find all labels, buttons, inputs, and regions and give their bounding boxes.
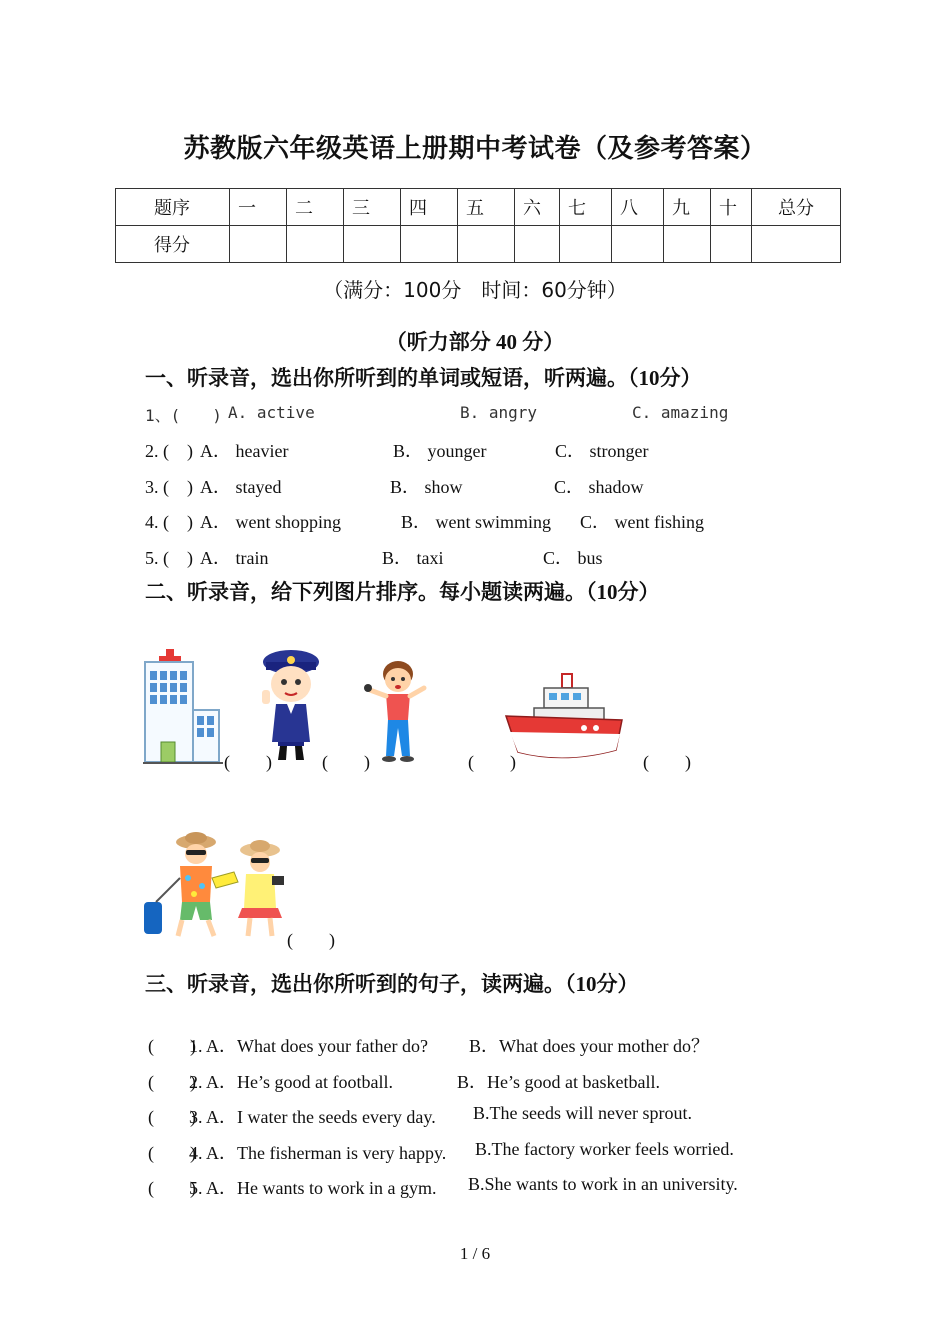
s3-q1-answer-blank[interactable]: ( ) bbox=[148, 1036, 196, 1056]
q5-number: 5. ( ) bbox=[145, 548, 193, 568]
exam-info: （满分：100分 时间：60分钟） bbox=[323, 278, 627, 302]
s3-q5-option-b[interactable]: B.She wants to work in an university. bbox=[468, 1174, 738, 1194]
section1-heading: 一、听录音，选出你所听到的单词或短语，听两遍。（10分） bbox=[145, 366, 702, 390]
score-cell: 十 bbox=[711, 189, 752, 226]
s3-q2-option-a[interactable]: 2. A．He’s good at football. bbox=[189, 1072, 393, 1092]
score-cell: 六 bbox=[515, 189, 560, 226]
score-input-cell[interactable] bbox=[612, 226, 664, 263]
score-cell-label: 题序 bbox=[116, 189, 230, 226]
score-input-cell[interactable] bbox=[515, 226, 560, 263]
tourists-picture bbox=[142, 832, 292, 942]
picture1-answer-blank[interactable]: ( ) bbox=[224, 752, 272, 772]
score-cell: 九 bbox=[664, 189, 711, 226]
s3-q2-option-b[interactable]: B．He’s good at basketball. bbox=[457, 1072, 660, 1092]
policewoman-picture bbox=[258, 646, 324, 764]
ship-picture bbox=[504, 670, 628, 764]
score-cell: 一 bbox=[230, 189, 287, 226]
q4-option-c[interactable]: C． went fishing bbox=[580, 512, 704, 532]
q2-number: 2. ( ) bbox=[145, 441, 193, 461]
picture4-answer-blank[interactable]: ( ) bbox=[643, 752, 691, 772]
score-table-header-row bbox=[116, 189, 841, 226]
q3-option-b[interactable]: B． show bbox=[390, 477, 463, 497]
s3-q2-answer-blank[interactable]: ( ) bbox=[148, 1072, 196, 1092]
q2-option-a[interactable]: A． heavier bbox=[200, 441, 289, 461]
score-cell-total: 总分 bbox=[752, 189, 841, 226]
q1-option-c[interactable]: C. amazing bbox=[632, 403, 729, 422]
q1-option-a[interactable]: A. active bbox=[228, 403, 315, 422]
q3-number: 3. ( ) bbox=[145, 477, 193, 497]
q5-option-b[interactable]: B． taxi bbox=[382, 548, 444, 568]
score-cell: 三 bbox=[344, 189, 401, 226]
score-input-cell[interactable] bbox=[458, 226, 515, 263]
score-table bbox=[115, 188, 841, 263]
score-input-cell[interactable] bbox=[711, 226, 752, 263]
s3-q4-option-a[interactable]: 4. A．The fisherman is very happy. bbox=[189, 1143, 447, 1163]
score-row-label: 得分 bbox=[116, 226, 230, 263]
q5-option-a[interactable]: A． train bbox=[200, 548, 269, 568]
s3-q4-option-b[interactable]: B.The factory worker feels worried. bbox=[475, 1139, 734, 1159]
hospital-picture bbox=[143, 646, 225, 766]
picture2-answer-blank[interactable]: ( ) bbox=[322, 752, 370, 772]
score-cell: 八 bbox=[612, 189, 664, 226]
q1-number: 1、( ) bbox=[145, 406, 222, 425]
q2-option-b[interactable]: B． younger bbox=[393, 441, 487, 461]
score-cell: 五 bbox=[458, 189, 515, 226]
s3-q3-option-b[interactable]: B.The seeds will never sprout. bbox=[473, 1103, 692, 1123]
s3-q5-answer-blank[interactable]: ( ) bbox=[148, 1178, 196, 1198]
q4-number: 4. ( ) bbox=[145, 512, 193, 532]
picture3-answer-blank[interactable]: ( ) bbox=[468, 752, 516, 772]
score-input-cell[interactable] bbox=[401, 226, 458, 263]
q5-option-c[interactable]: C． bus bbox=[543, 548, 603, 568]
q3-option-c[interactable]: C． shadow bbox=[554, 477, 644, 497]
q1-option-b[interactable]: B. angry bbox=[460, 403, 538, 422]
score-input-cell[interactable] bbox=[230, 226, 287, 263]
picture5-answer-blank[interactable]: ( ) bbox=[287, 930, 335, 950]
score-input-cell[interactable] bbox=[664, 226, 711, 263]
score-input-cell[interactable] bbox=[752, 226, 841, 263]
s3-q5-option-a[interactable]: 5. A．He wants to work in a gym. bbox=[189, 1178, 437, 1198]
score-cell: 二 bbox=[287, 189, 344, 226]
score-input-cell[interactable] bbox=[560, 226, 612, 263]
s3-q4-answer-blank[interactable]: ( ) bbox=[148, 1143, 196, 1163]
q2-option-c[interactable]: C． stronger bbox=[555, 441, 649, 461]
listening-heading: （听力部分 40 分） bbox=[385, 330, 565, 354]
s3-q3-answer-blank[interactable]: ( ) bbox=[148, 1107, 196, 1127]
score-cell: 七 bbox=[560, 189, 612, 226]
section2-heading: 二、听录音，给下列图片排序。每小题读两遍。（10分） bbox=[145, 580, 660, 604]
q3-option-a[interactable]: A． stayed bbox=[200, 477, 282, 497]
page-title: 苏教版六年级英语上册期中考试卷（及参考答案） bbox=[183, 134, 767, 164]
s3-q1-option-a[interactable]: 1. A．What does your father do? bbox=[189, 1036, 428, 1056]
q4-option-a[interactable]: A． went shopping bbox=[200, 512, 341, 532]
singer-picture bbox=[358, 658, 430, 764]
score-cell: 四 bbox=[401, 189, 458, 226]
s3-q3-option-a[interactable]: 3. A．I water the seeds every day. bbox=[189, 1107, 436, 1127]
section3-heading: 三、听录音，选出你所听到的句子，读两遍。（10分） bbox=[145, 972, 639, 996]
score-input-cell[interactable] bbox=[287, 226, 344, 263]
score-table-score-row bbox=[116, 226, 841, 263]
score-input-cell[interactable] bbox=[344, 226, 401, 263]
s3-q1-option-b[interactable]: B．What does your mother do？ bbox=[469, 1036, 709, 1056]
page-number: 1 / 6 bbox=[459, 1244, 491, 1263]
q4-option-b[interactable]: B． went swimming bbox=[401, 512, 552, 532]
